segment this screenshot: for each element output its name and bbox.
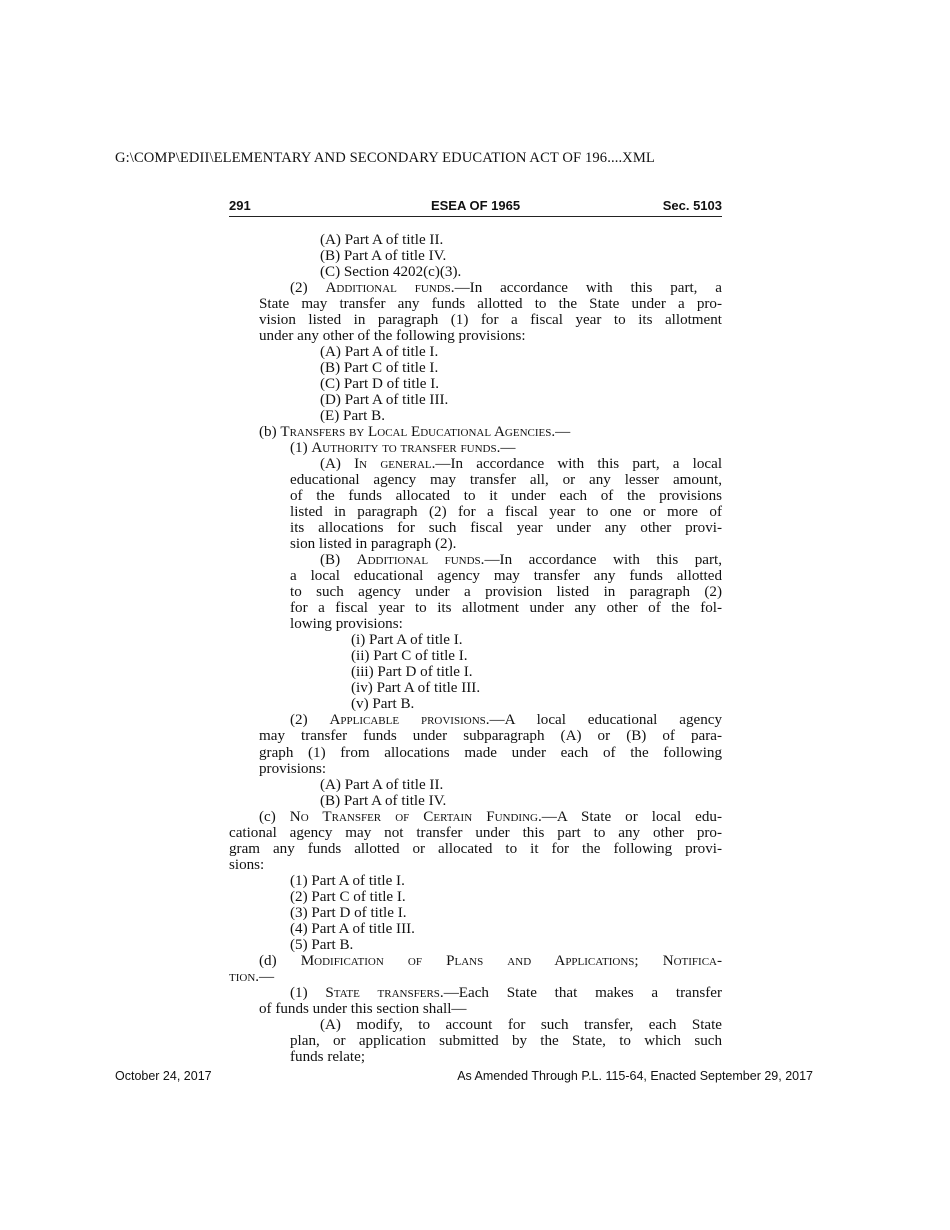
text-line: sion listed in paragraph (2). — [290, 536, 457, 553]
text-run: (A) — [320, 456, 355, 473]
text-run: (1) — [290, 440, 312, 457]
text-line — [229, 280, 722, 296]
text-line: its allocations for such fiscal year under any other provi- — [290, 520, 722, 537]
text-line: for a fiscal year to its allotment under any other of the fol- — [290, 600, 722, 617]
text-line: to such agency under a provision listed in paragraph (2) — [290, 584, 722, 601]
file-path: G:\COMP\EDII\ELEMENTARY AND SECONDARY EDUCATION ACT OF 196....XML — [115, 150, 655, 166]
text-line: lowing provisions: — [290, 616, 403, 633]
text-line: educational agency may transfer all, or any lesser amount, — [290, 472, 722, 489]
text-run: (d) — [259, 952, 301, 969]
text-line: (1) Part A of title I. — [290, 872, 405, 889]
text-line: a local educational agency may transfer any funds allotted — [290, 568, 722, 585]
text-run: (b) — [259, 424, 281, 441]
text-line: (5) Part B. — [290, 936, 354, 953]
text-line: (D) Part A of title III. — [320, 392, 449, 409]
text-line — [229, 456, 722, 472]
text-line: sions: — [229, 856, 265, 873]
heading-run: Additional funds — [356, 552, 481, 569]
text-line: of the funds allocated to it under each of the provisions — [290, 488, 722, 505]
heading-run: Authority to transfer funds — [311, 440, 497, 457]
text-run: (2) — [290, 280, 326, 297]
text-run: .— — [496, 440, 516, 457]
text-line: funds relate; — [290, 1048, 366, 1065]
text-line: (iii) Part D of title I. — [351, 664, 473, 681]
heading-run: Applicable provisions — [329, 712, 486, 729]
heading-run: tion — [229, 968, 256, 985]
text-line — [229, 440, 722, 456]
text-line — [229, 424, 722, 440]
text-line: (C) Part D of title I. — [320, 376, 440, 393]
text-run: (2) — [290, 712, 330, 729]
text-line: State may transfer any funds allotted to the State under a pro- — [259, 296, 722, 313]
statute-text — [229, 232, 722, 1065]
text-line: (4) Part A of title III. — [290, 920, 415, 937]
text-line: under any other of the following provisions: — [259, 328, 526, 345]
text-line: (3) Part D of title I. — [290, 904, 407, 921]
text-run: .—In accordance with this part, a — [450, 280, 722, 297]
text-run: (B) — [320, 552, 357, 569]
section-number: Sec. 5103 — [662, 198, 722, 213]
text-line: (ii) Part C of title I. — [351, 648, 468, 665]
heading-run: Additional funds — [325, 280, 451, 297]
text-line: cational agency may not transfer under this part to any other pro- — [229, 824, 722, 841]
text-line: listed in paragraph (2) for a fiscal year to one or more of — [290, 504, 722, 521]
heading-run: No Transfer of Certain Funding — [289, 808, 538, 825]
text-line — [229, 552, 722, 568]
heading-run: In general — [354, 456, 432, 473]
text-line — [229, 712, 722, 728]
text-line — [229, 809, 722, 825]
text-run: .—In accordance with this part, — [480, 552, 723, 569]
text-run: .—Each State that makes a transfer — [439, 984, 722, 1001]
text-run: .—In accordance with this part, a local — [431, 456, 723, 473]
text-line — [229, 985, 722, 1001]
text-line: (A) Part A of title I. — [320, 344, 439, 361]
text-line: (iv) Part A of title III. — [351, 680, 481, 697]
running-head-title: ESEA OF 1965 — [430, 198, 521, 213]
text-line: graph (1) from allocations made under each of the following — [259, 744, 722, 761]
text-line: (E) Part B. — [320, 408, 385, 425]
footer-date: October 24, 2017 — [115, 1069, 212, 1083]
text-line: (B) Part A of title IV. — [320, 248, 447, 265]
text-run: .—A State or local edu- — [537, 808, 723, 825]
text-line: (2) Part C of title I. — [290, 888, 406, 905]
footer-amended-note: As Amended Through P.L. 115-64, Enacted September 29, 2017 — [457, 1069, 813, 1083]
text-run: .— — [551, 424, 571, 441]
text-line: gram any funds allotted or allocated to it for the following provi- — [229, 840, 722, 857]
text-line: (A) Part A of title II. — [320, 232, 444, 248]
text-line: (C) Section 4202(c)(3). — [320, 264, 462, 281]
heading-run: Transfers by Local Educational Agencies — [280, 424, 552, 441]
text-line: (B) Part C of title I. — [320, 360, 439, 377]
text-run: (c) — [259, 808, 290, 825]
text-line: provisions: — [259, 760, 327, 777]
text-line: (v) Part B. — [351, 696, 415, 713]
text-line: (A) modify, to account for such transfer, each State — [320, 1016, 722, 1033]
page-number: 291 — [229, 198, 251, 213]
text-line: (B) Part A of title IV. — [320, 792, 447, 809]
text-line — [229, 969, 722, 985]
text-line: (A) Part A of title II. — [320, 776, 444, 793]
heading-run: Modification of Plans and Applications; Notifica- — [300, 952, 723, 969]
heading-run: State transfers — [325, 984, 440, 1001]
text-run: .—A local educational agency — [485, 712, 723, 729]
running-head — [229, 198, 722, 217]
text-run: (1) — [290, 984, 326, 1001]
text-line: of funds under this section shall— — [259, 1000, 467, 1017]
text-line — [229, 953, 722, 969]
text-line: vision listed in paragraph (1) for a fiscal year to its allotment — [259, 312, 722, 329]
text-line: plan, or application submitted by the State, to which such — [290, 1032, 722, 1049]
text-run: .— — [255, 968, 275, 985]
text-line: (i) Part A of title I. — [351, 632, 463, 649]
text-line: may transfer funds under subparagraph (A) or (B) of para- — [259, 728, 722, 745]
